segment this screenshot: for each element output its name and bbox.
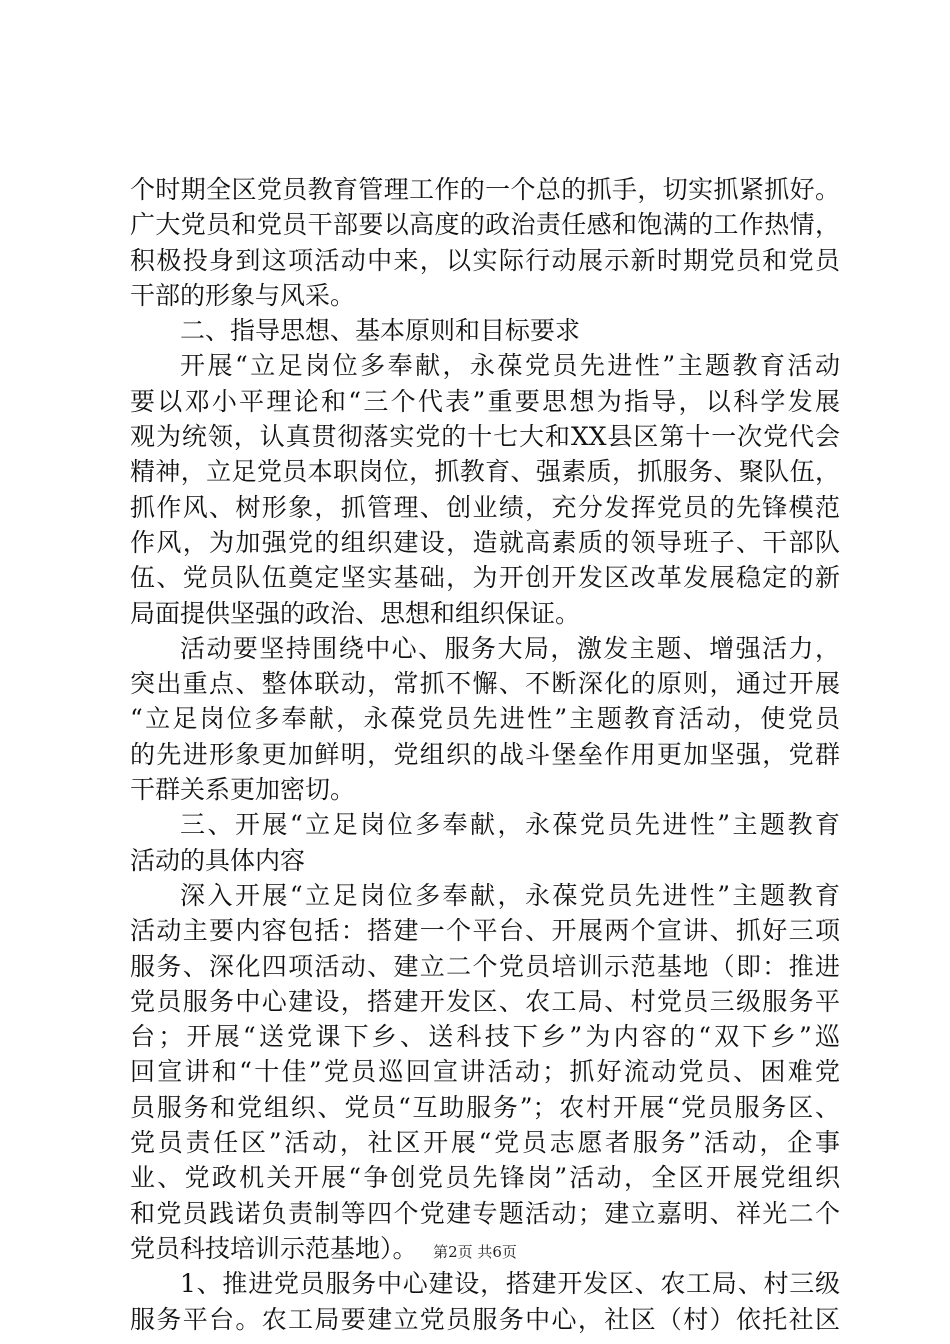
text-line: 1、推进党员服务中心建设，搭建开发区、农工局、村三级	[180, 1269, 840, 1299]
text-line: 积极投身到这项活动中来，以实际行动展示新时期党员和党员	[130, 245, 840, 275]
document-body	[130, 172, 840, 1337]
text-line: 要以邓小平理论和“三个代表”重要思想为指导，以科学发展	[130, 386, 840, 416]
text-line: 活动的具体内容	[130, 845, 306, 875]
text-line: 干群关系更加密切。	[130, 775, 356, 805]
page-footer: 第2页 共6页	[433, 1243, 517, 1261]
text-line: 观为统领，认真贯彻落实党的十七大和XX县区第十一次党代会	[130, 422, 840, 452]
text-line: 和党员践诺负责制等四个党建专题活动；建立嘉明、祥光二个	[130, 1198, 840, 1228]
text-line: 党员责任区”活动，社区开展“党员志愿者服务”活动，企事	[130, 1128, 840, 1158]
text-line: 抓作风、树形象，抓管理、创业绩，充分发挥党员的先锋模范	[130, 492, 840, 522]
text-line: 服务、深化四项活动、建立二个党员培训示范基地（即：推进	[130, 951, 840, 981]
text-line: 员服务和党组织、党员“互助服务”；农村开展“党员服务区、	[130, 1092, 840, 1122]
text-line: 个时期全区党员教育管理工作的一个总的抓手，切实抓紧抓好。	[130, 175, 840, 204]
text-line: 活动主要内容包括：搭建一个平台、开展两个宣讲、抓好三项	[130, 916, 840, 946]
text-line: 深入开展“立足岗位多奉献，永葆党员先进性”主题教育	[180, 880, 840, 910]
text-line: 局面提供坚强的政治、思想和组织保证。	[130, 598, 581, 628]
text-line: 台；开展“送党课下乡、送科技下乡”为内容的“双下乡”巡	[130, 1022, 840, 1052]
text-line: 突出重点、整体联动，常抓不懈、不断深化的原则，通过开展	[130, 669, 840, 699]
text-line: 回宣讲和“十佳”党员巡回宣讲活动；抓好流动党员、困难党	[130, 1057, 840, 1087]
text-line: 活动要坚持围绕中心、服务大局，激发主题、增强活力，	[180, 633, 840, 663]
text-line: 业、党政机关开展“争创党员先锋岗”活动，全区开展党组织	[130, 1163, 840, 1193]
text-line: 干部的形象与风采。	[130, 280, 356, 310]
text-line: 二、指导思想、基本原则和目标要求	[180, 316, 581, 346]
text-line: 伍、党员队伍奠定坚实基础，为开创开发区改革发展稳定的新	[130, 563, 840, 593]
text-line: 的先进形象更加鲜明，党组织的战斗堡垒作用更加坚强，党群	[130, 739, 840, 769]
text-line: “立足岗位多奉献，永葆党员先进性”主题教育活动，使党员	[130, 704, 840, 734]
text-line: 服务平台。农工局要建立党员服务中心，社区（村）依托社区	[130, 1304, 840, 1334]
text-line: 三、开展“立足岗位多奉献，永葆党员先进性”主题教育	[180, 810, 840, 840]
text-line: 党员科技培训示范基地）。	[130, 1233, 418, 1263]
text-line: 开展“立足岗位多奉献，永葆党员先进性”主题教育活动	[180, 351, 840, 381]
text-line: 精神，立足党员本职岗位，抓教育、强素质，抓服务、聚队伍，	[130, 457, 840, 487]
text-line: 作风，为加强党的组织建设，造就高素质的领导班子、干部队	[130, 527, 840, 557]
text-line: 党员服务中心建设，搭建开发区、农工局、村党员三级服务平	[130, 986, 840, 1016]
text-line: 广大党员和党员干部要以高度的政治责任感和饱满的工作热情，	[130, 210, 840, 240]
